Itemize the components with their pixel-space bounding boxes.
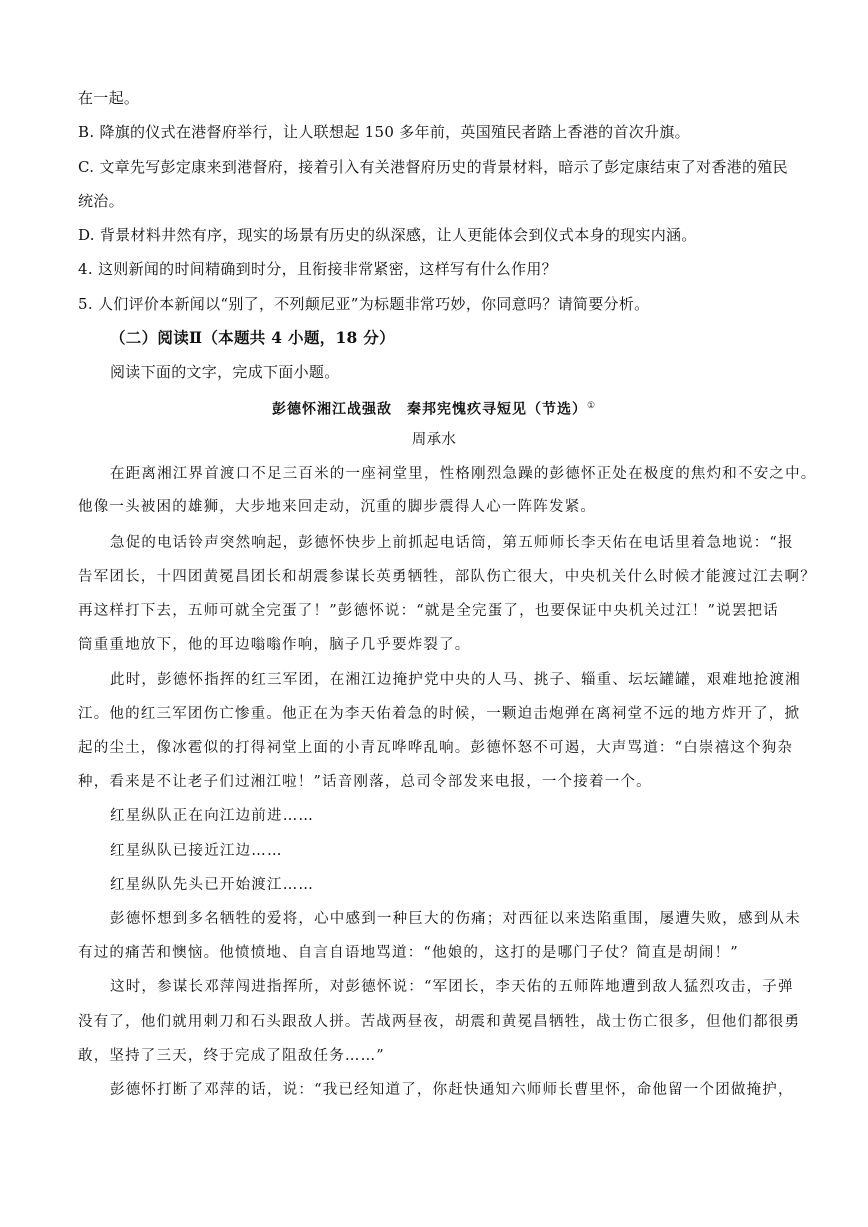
paragraph-line: 再这样打下去，五师可就全完蛋了！”彭德怀说：“就是全完蛋了，也要保证中央机关过江！”说罢把话 — [78, 603, 779, 619]
article-author: 周承水 — [411, 432, 457, 448]
paragraph-line: 彭德怀打断了邓萍的话，说：“我已经知道了，你赶快通知六师师长曹里怀，命他留一个团做掩护， — [110, 1082, 794, 1098]
paragraph-line: 红星纵队正在向江边前进…… — [110, 808, 315, 824]
question-4: 4. 这则新闻的时间精确到时分，且衔接非常紧密，这样写有什么作用？ — [78, 260, 557, 278]
option-b: B. 降旗的仪式在港督府举行，让人联想起 150 多年前，英国殖民者踏上香港的首次升旗。 — [78, 123, 690, 141]
paragraph-line: 有过的痛苦和懊恼。他愤愤地、自言自语地骂道：“他娘的，这打的是哪门子仗？简直是胡闹！” — [78, 945, 739, 961]
paragraph-line: 急促的电话铃声突然响起，彭德怀快步上前抓起电话筒，第五师师长李天佑在电话里着急地说：“报 — [110, 535, 794, 551]
article-title — [0, 396, 868, 420]
question-5: 5. 人们评价本新闻以“别了，不列颠尼亚”为标题非常巧妙，你同意吗？请简要分析。 — [78, 295, 650, 313]
paragraph-line: 种，看来是不让老子们过湘江啦！”话音刚落，总司令部发来电报，一个接着一个。 — [78, 774, 652, 790]
paragraph-line: 筒重重地放下，他的耳边嗡嗡作响，脑子几乎要炸裂了。 — [78, 637, 471, 653]
paragraph-line: 彭德怀想到多名牺牲的爱将，心中感到一种巨大的伤痛；对西征以来迭陷重围，屡遭失败，感到从未 — [110, 911, 801, 927]
instruction: 阅读下面的文字，完成下面小题。 — [110, 363, 340, 381]
paragraph-line: 告军团长，十四团黄冕昌团长和胡震参谋长英勇牺牲，部队伤亡很大，中央机关什么时候才能渡过江去啊？ — [78, 569, 816, 585]
text-line: 统治。 — [78, 192, 124, 210]
text-line: 在一起。 — [78, 89, 140, 107]
paragraph-line: 敢，坚持了三天，终于完成了阻敌任务……” — [78, 1048, 385, 1064]
paragraph-line: 这时，参谋长邓萍闯进指挥所，对彭德怀说：“军团长，李天佑的五师阵地遭到敌人猛烈攻击，子弹 — [110, 979, 794, 995]
paragraph-line: 起的尘土，像冰雹似的打得祠堂上面的小青瓦哗哗乱响。彭德怀怒不可遏，大声骂道：“白崇禧这个狗杂 — [78, 740, 794, 756]
article-title-text: 彭德怀湘江战强敌 秦邦宪愧疚寻短见（节选） — [271, 401, 587, 418]
paragraph-line: 红星纵队已接近江边…… — [110, 843, 283, 859]
paragraph-line: 没有了，他们就用刺刀和石头跟敌人拼。苦战两昼夜，胡震和黄冕昌牺牲，战士伤亡很多，但他们都很勇 — [78, 1014, 801, 1030]
footnote-marker: ① — [586, 401, 597, 411]
paragraph-line: 此时，彭德怀指挥的红三军团，在湘江边掩护党中央的人马、挑子、辎重、坛坛罐罐，艰难地抢渡湘 — [110, 672, 801, 688]
option-d: D. 背景材料井然有序，现实的场景有历史的纵深感，让人更能体会到仪式本身的现实内涵。 — [78, 226, 697, 244]
paragraph-line: 江。他的红三军团伤亡惨重。他正在为李天佑着急的时候，一颗迫击炮弹在离祠堂不远的地方炸开了，掀 — [78, 706, 801, 722]
paragraph-line: 红星纵队先头已开始渡江…… — [110, 877, 315, 893]
section-heading: （二）阅读Ⅱ（本题共 4 小题，18 分） — [110, 328, 395, 347]
paragraph-line: 他像一头被困的雄狮，大步地来回走动，沉重的脚步震得人心一阵阵发紧。 — [78, 499, 597, 515]
option-c: C. 文章先写彭定康来到港督府，接着引入有关港督府历史的背景材料，暗示了彭定康结束了对香港的殖民 — [78, 158, 788, 176]
paragraph-line: 在距离湘江界首渡口不足三百米的一座祠堂里，性格刚烈急躁的彭德怀正处在极度的焦灼和不安之中。 — [110, 466, 817, 482]
